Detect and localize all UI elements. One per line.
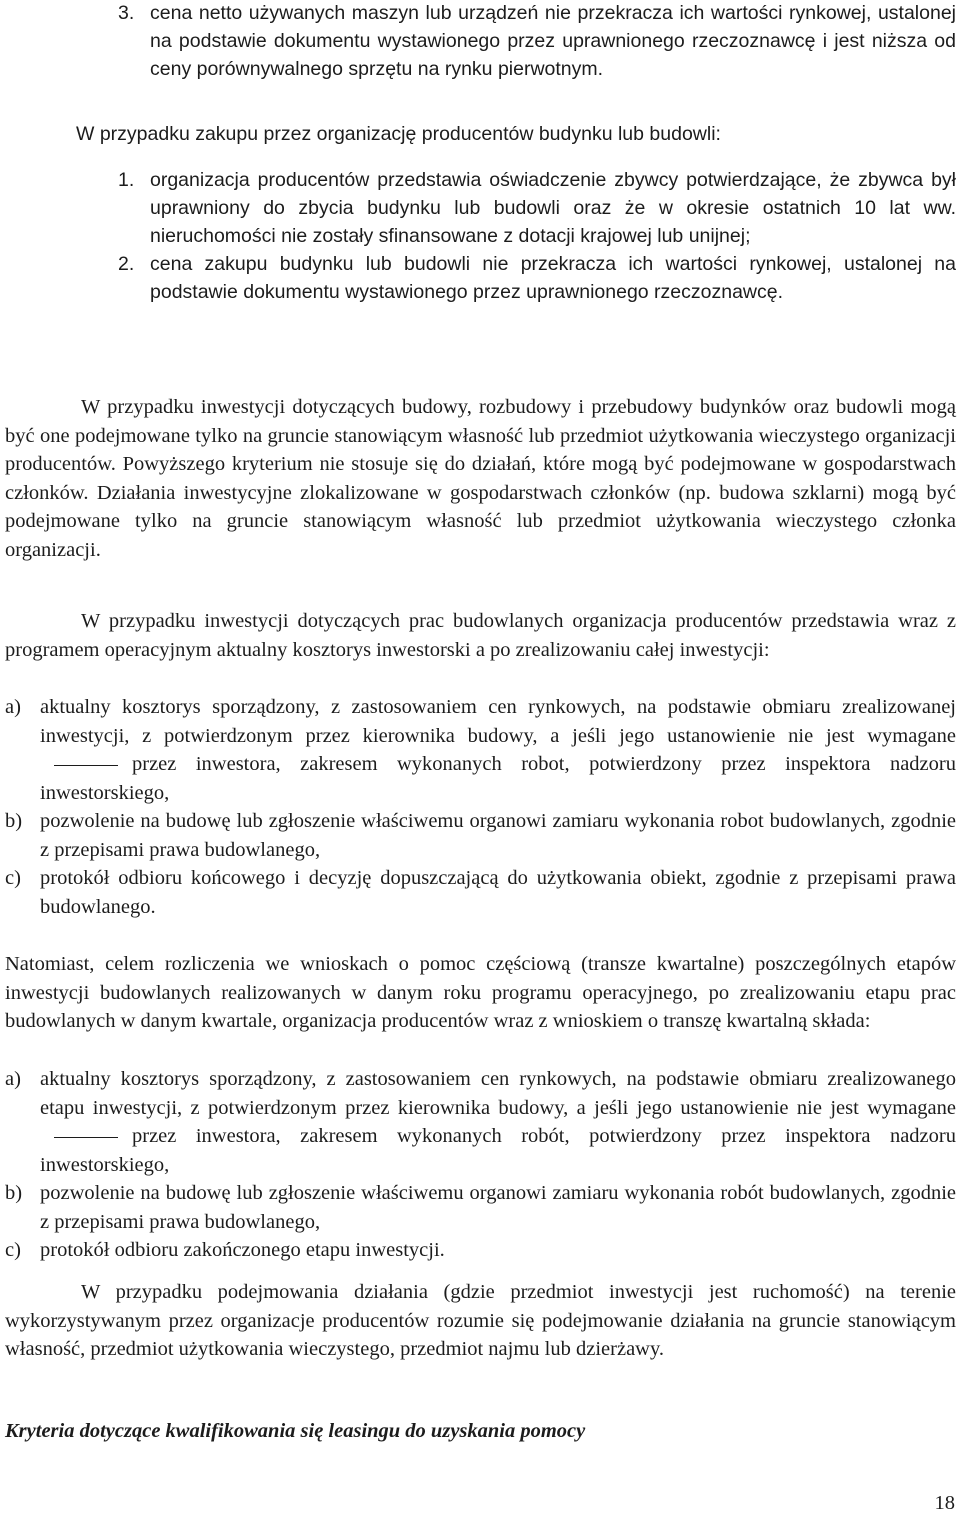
list-item-text: pozwolenie na budowę lub zgłoszenie właściwemu organowi zamiaru wykonania robót budowlanych, zgodnie z przepisami prawa budowlanego, [40,1182,956,1233]
building-intro: W przypadku zakupu przez organizację producentów budynku lub budowli: [76,123,721,145]
building-list [0,166,960,306]
list-item-text: aktualny kosztorys sporządzony, z zastosowaniem cen rynkowych, na podstawie obmiaru zrealizowanego etapu inwestycji, z potwierdzonym przez kierownika budowy, a jeśli jego ustanowienie nie jest wymagane [40,1068,956,1119]
list-item-label: b) [5,1182,23,1204]
quarterly-list [0,1065,960,1265]
list-item [0,250,960,306]
list-item-text: organizacja producentów przedstawia oświadczenie zbywcy potwierdzające, że zbywca był uprawniony do zbycia budynku lub budowli oraz że w okresie ostatnich 10 lat ww. nieruchomości nie zostały sfinansowane z dotacji krajowej lub unijnej; [150,169,956,247]
paragraph-construction-intro: W przypadku inwestycji dotyczących prac budowlanych organizacja producentów przedstawia wraz z programem operacyjnym aktualny kosztorys inwestorski a po zrealizowaniu całej inwestycji: [5,610,956,661]
paragraph-quarterly-intro: Natomiast, celem rozliczenia we wnioskach o pomoc częściową (transze kwartalne) poszczególnych etapów inwestycji budowlanych realizowanych w danym roku programu operacyjnego, po zrealizowaniu etapu prac budowlanych w danym kwartale, organizacja producentów wraz z wnioskiem o transzę kwartalną składa: [5,953,956,1032]
list-item-text: cena netto używanych maszyn lub urządzeń nie przekracza ich wartości rynkowej, ustalonej na podstawie dokumentu wystawionego przez uprawnionego rzeczoznawcę i jest niższa od ceny porównywalnego sprzętu na rynku pierwotnym. [150,2,956,80]
list-item-label: b) [5,810,23,832]
list-item-number: 2. [118,253,135,275]
list-item-text: protokół odbioru końcowego i decyzję dopuszczającą do użytkowania obiekt, zgodnie z przepisami prawa budowlanego. [40,867,956,918]
list-item-text: protokół odbioru zakończonego etapu inwestycji. [40,1239,445,1261]
list-item [0,0,960,83]
list-item-text-continued: przez inwestora, zakresem wykonanych robót, potwierdzony przez inspektora nadzoru inwestorskiego, [40,1125,956,1176]
list-item-number: 1. [118,169,135,191]
construction-list [0,693,960,921]
list-item-label: c) [5,867,21,889]
list-item-text-continued: przez inwestora, zakresem wykonanych robot, potwierdzony przez inspektora nadzoru inwestorskiego, [40,753,956,804]
paragraph-investments: W przypadku inwestycji dotyczących budowy, rozbudowy i przebudowy budynków oraz budowli mogą być one podejmowane tylko na gruncie stanowiącym własność lub przedmiot użytkowania wieczystego organizacji producentów. Powyższego kryterium nie stosuje się do działań, które mogą być podejmowane w gospodarstwach członków. Działania inwestycyjne zlokalizowane w gospodarstwach członków (np. budowa szklarni) mogą być podejmowane tylko na gruncie stanowiącym własność lub przedmiot użytkowania wieczystego członka organizacji. [5,396,956,561]
list-item [0,1065,960,1179]
list-item [0,807,960,864]
dash-separator [54,1137,118,1138]
list-item-text: cena zakupu budynku lub budowli nie przekracza ich wartości rynkowej, ustalonej na podstawie dokumentu wystawionego przez uprawnionego rzeczoznawcę. [150,253,956,303]
list-item [0,864,960,921]
list-item [0,1179,960,1236]
top-list [0,0,960,83]
list-item-text: aktualny kosztorys sporządzony, z zastosowaniem cen rynkowych, na podstawie obmiaru zrealizowanej inwestycji, z potwierdzonym przez kierownika budowy, a jeśli jego ustanowienie nie jest wymagane [40,696,956,747]
list-item [0,166,960,250]
dash-separator [54,765,118,766]
list-item-text: pozwolenie na budowę lub zgłoszenie właściwemu organowi zamiaru wykonania robot budowlanych, zgodnie z przepisami prawa budowlanego, [40,810,956,861]
list-item-label: a) [5,1068,21,1090]
list-item-number: 3. [118,2,135,24]
list-item-label: c) [5,1239,21,1261]
list-item [0,693,960,807]
page-number: 18 [934,1492,955,1514]
section-heading: Kryteria dotyczące kwalifikowania się leasingu do uzyskania pomocy [5,1420,586,1442]
paragraph-movable: W przypadku podejmowania działania (gdzie przedmiot inwestycji jest ruchomość) na terenie wykorzystywanym przez organizacje producentów rozumie się podejmowanie działania na gruncie stanowiącym własność, przedmiot użytkowania wieczystego, przedmiot najmu lub dzierżawy. [5,1281,956,1360]
list-item-label: a) [5,696,21,718]
list-item [0,1236,960,1265]
